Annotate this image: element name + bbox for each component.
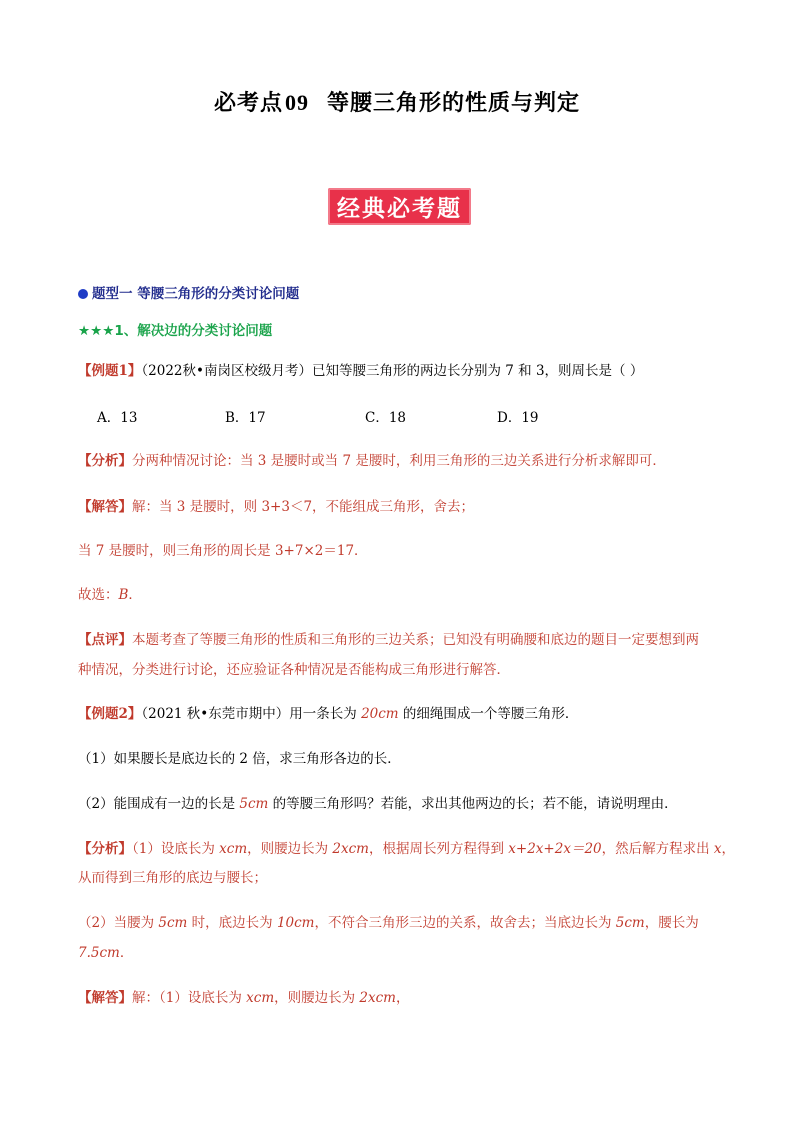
analysis-text: ，	[721, 841, 736, 857]
example2-text-end: 的细绳围成一个等腰三角形．	[398, 706, 579, 722]
answer-text: 解：（1）设底长为	[132, 990, 247, 1006]
math-term: 5cm	[615, 915, 645, 931]
example1-analysis	[78, 451, 666, 471]
example2-text: （2021 秋•东莞市期中）用一条长为	[141, 706, 362, 722]
example1-answer-line3	[78, 585, 142, 605]
page-title	[0, 86, 794, 117]
analysis-text: 分两种情况讨论：当 3 是腰时或当 7 是腰时，利用三角形的三边关系进行分析求解即可．	[132, 453, 666, 469]
title-text: 等腰三角形的性质与判定	[327, 91, 581, 116]
analysis-text: 时，底边长为	[187, 915, 277, 931]
q2-text: （2）能围成有一边的长是	[78, 796, 240, 812]
math-term: 2xcm	[359, 990, 396, 1006]
math-term: x	[713, 841, 722, 857]
example2-answer	[78, 988, 410, 1008]
analysis-text: ，然后解方程求出	[601, 841, 714, 857]
answer-choice-suffix: ．	[128, 587, 142, 603]
subsection-heading	[78, 321, 272, 341]
example2-q2	[78, 794, 678, 814]
title-prefix: 必考点	[213, 91, 283, 116]
answer-text: ，则腰边长为	[274, 990, 360, 1006]
analysis-text: （1）设底长为	[132, 841, 220, 857]
option-a: A．13	[97, 410, 138, 426]
example2-analysis-line3	[78, 913, 699, 933]
section-heading	[78, 284, 299, 304]
answer-tag: 【解答】	[78, 990, 132, 1006]
example1-question	[78, 361, 643, 381]
answer-text: ，	[396, 990, 410, 1006]
answer-choice: B	[118, 587, 129, 603]
section-badge	[328, 188, 471, 225]
title-number: 09	[285, 90, 309, 115]
answer-text: 解：当 3 是腰时，则 3+3＜7，不能组成三角形，舍去；	[132, 499, 475, 515]
q2-text-end: 的等腰三角形吗？若能，求出其他两边的长；若不能，请说明理由．	[268, 796, 678, 812]
analysis-text: ，不符合三角形三边的关系，故舍去；当底边长为	[314, 915, 616, 931]
analysis-tag: 【分析】	[78, 841, 132, 857]
math-term: 10cm	[276, 915, 315, 931]
bullet-icon	[78, 289, 88, 299]
math-term: 5cm	[239, 796, 269, 812]
analysis-text: （2）当腰为	[78, 915, 159, 931]
comment-text: 本题考查了等腰三角形的性质和三角形的三边关系；已知没有明确腰和底边的题目一定要想到两	[132, 632, 699, 648]
analysis-text: ，腰长为	[644, 915, 699, 931]
example2-analysis-line2: 从而得到三角形的底边与腰长；	[78, 870, 267, 886]
section-heading-text: 题型一 等腰三角形的分类讨论问题	[92, 286, 300, 302]
example1-answer-line1	[78, 497, 474, 517]
example2-q1: （1）如果腰长是底边长的 2 倍，求三角形各边的长．	[78, 751, 401, 767]
example1-comment-line2: 种情况，分类进行讨论，还应验证各种情况是否能构成三角形进行解答．	[78, 662, 510, 678]
example1-text: （2022秋•南岗区校级月考）已知等腰三角形的两边长分别为 7 和 3，则周长是（ ）	[141, 363, 644, 379]
analysis-text: ，根据周长列方程得到	[369, 841, 509, 857]
example2-analysis-line4	[78, 943, 133, 963]
star-rating-icon: ★★★	[78, 323, 115, 339]
analysis-text: ，则腰边长为	[247, 841, 333, 857]
subsection-text: 1、解决边的分类讨论问题	[114, 323, 273, 339]
option-b: B．17	[225, 410, 266, 426]
analysis-tag: 【分析】	[78, 453, 132, 469]
example2-question	[78, 704, 578, 724]
comment-tag: 【点评】	[78, 632, 132, 648]
answer-tag: 【解答】	[78, 499, 132, 515]
math-term: 20cm	[361, 706, 399, 722]
math-term: 7.5cm	[78, 945, 120, 961]
analysis-text: ．	[119, 945, 134, 961]
example1-tag: 【例题1】	[78, 363, 142, 379]
option-d: D．19	[497, 410, 539, 426]
math-term: 5cm	[158, 915, 188, 931]
option-c: C．18	[365, 410, 407, 426]
math-term: x+2x+2x＝20	[508, 841, 602, 857]
math-term: 2xcm	[332, 841, 369, 857]
answer-choice-prefix: 故选：	[78, 587, 119, 603]
example2-analysis-line1	[78, 839, 735, 859]
example1-comment-line1	[78, 630, 699, 650]
badge-label: 经典必考题	[337, 196, 462, 222]
math-term: xcm	[219, 841, 248, 857]
example2-tag: 【例题2】	[78, 706, 142, 722]
example1-answer-line2: 当 7 是腰时，则三角形的周长是 3+7×2＝17．	[78, 543, 368, 559]
math-term: xcm	[246, 990, 275, 1006]
